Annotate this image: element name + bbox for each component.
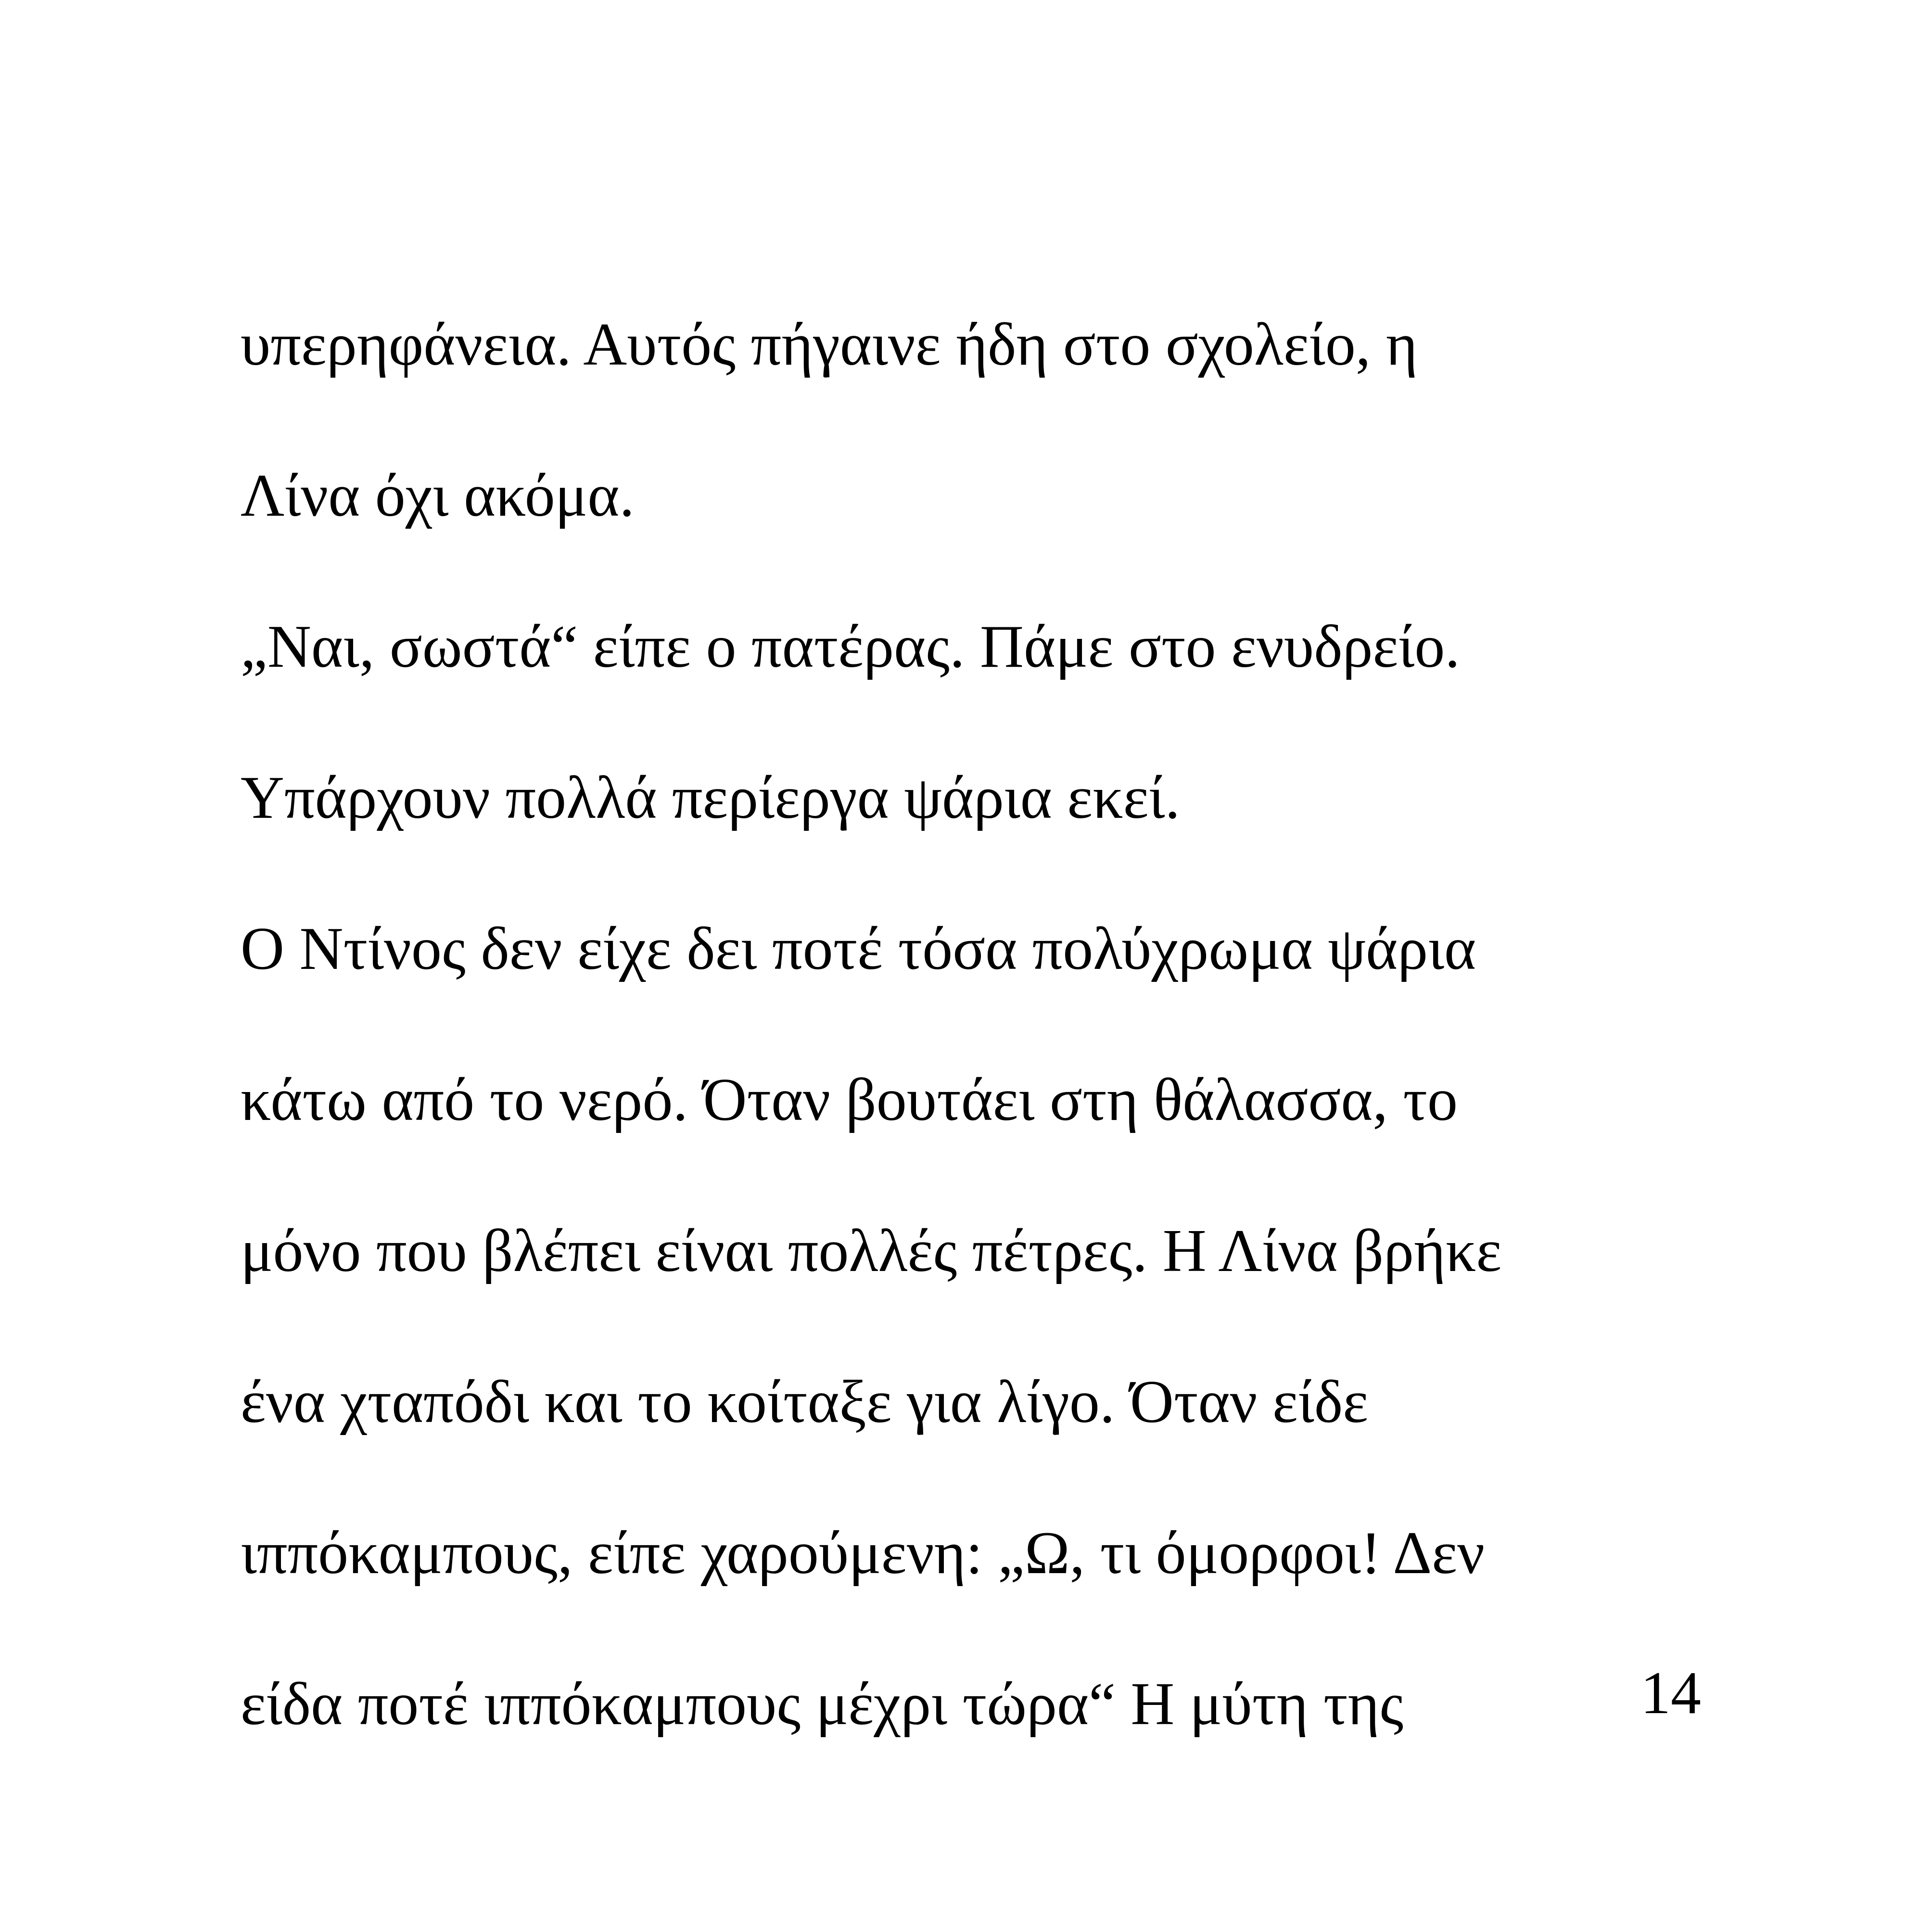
text-line: Ο Ντίνος δεν είχε δει ποτέ τόσα πολύχρωμα ψάρια xyxy=(241,915,1476,982)
story-text xyxy=(241,269,1780,1780)
text-line: Υπάρχουν πολλά περίεργα ψάρια εκεί. xyxy=(241,764,1180,831)
text-line: είδα ποτέ ιππόκαμπους μέχρι τώρα“ Η μύτη της xyxy=(241,1671,1404,1738)
text-line: κάτω από το νερό. Όταν βουτάει στη θάλασσα, το xyxy=(241,1067,1458,1133)
page-number: 14 xyxy=(1640,1660,1701,1727)
text-line: ιππόκαμπους, είπε χαρούμενη: „Ω, τι όμορφοι! Δεν xyxy=(241,1520,1485,1587)
text-line: ένα χταπόδι και το κοίταξε για λίγο. Όταν είδε xyxy=(241,1369,1369,1436)
text-line: μόνο που βλέπει είναι πολλές πέτρες. Η Λίνα βρήκε xyxy=(241,1218,1502,1284)
text-line: Λίνα όχι ακόμα. xyxy=(241,462,635,529)
text-line: υπερηφάνεια. Αυτός πήγαινε ήδη στο σχολείο, η xyxy=(241,311,1418,378)
text-line: „Ναι, σωστά“ είπε ο πατέρας. Πάμε στο ενυδρείο. xyxy=(241,613,1460,680)
